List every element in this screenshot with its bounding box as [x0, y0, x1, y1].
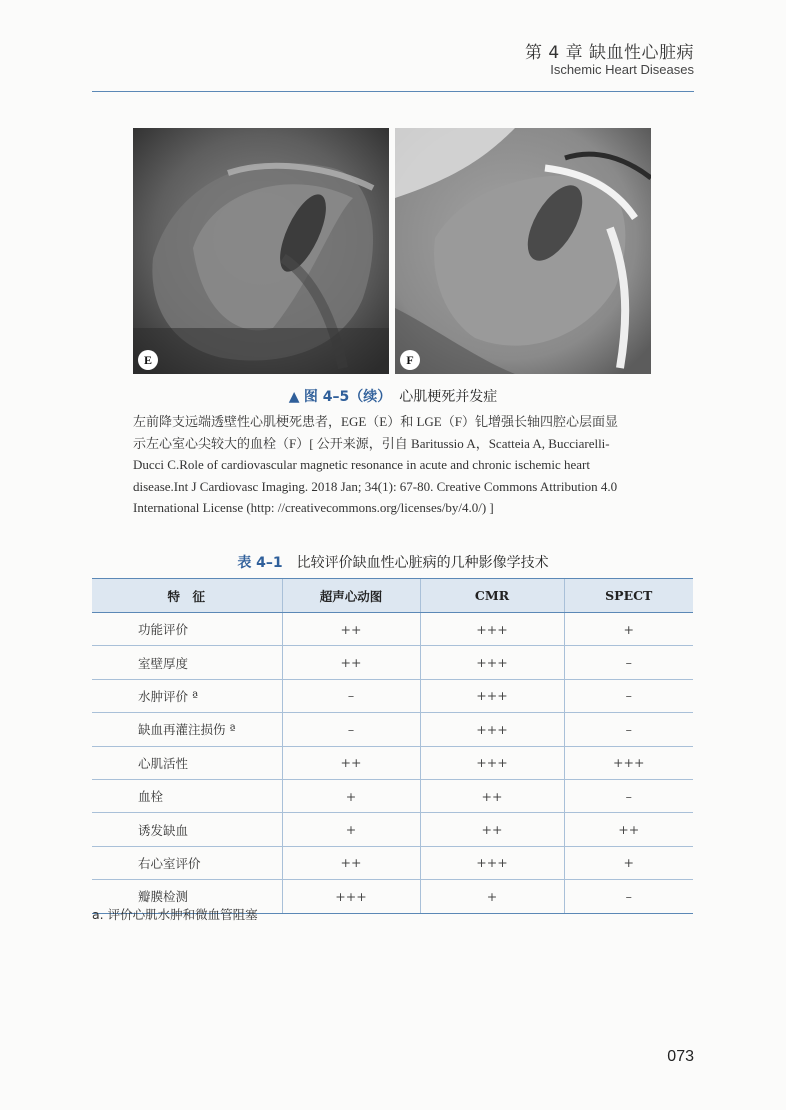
- echo-cell: –: [282, 679, 420, 712]
- figure-title: 心肌梗死并发症: [399, 389, 498, 405]
- caption-line: Ducci C.Role of cardiovascular magnetic resonance in acute and chronic ischemic heart: [133, 457, 590, 472]
- echo-cell: +: [282, 813, 420, 846]
- echo-cell: +++: [282, 880, 420, 913]
- caption-line: 示左心室心尖较大的血栓（F）[ 公开来源，引自 Baritussio A，Scatteia A, Bucciarelli-: [133, 435, 610, 451]
- cmr-cell: +++: [420, 713, 564, 746]
- feature-cell: 室壁厚度: [92, 646, 282, 679]
- cmr-cell: +++: [420, 746, 564, 779]
- table-number: 表 4–1: [237, 555, 283, 571]
- triangle-icon: ▲: [288, 389, 304, 405]
- table-row: [92, 746, 693, 779]
- spect-cell: –: [564, 646, 693, 679]
- header-cmr: CMR: [420, 579, 564, 613]
- header-rule: [92, 91, 694, 92]
- cmr-cell: +++: [420, 646, 564, 679]
- feature-cell: 瓣膜检测: [92, 880, 282, 913]
- table-row: [92, 679, 693, 712]
- header-feature: 特 征: [92, 579, 282, 613]
- header-echo: 超声心动图: [282, 579, 420, 613]
- feature-cell: 水肿评价 ª: [92, 679, 282, 712]
- cmr-cell: +++: [420, 679, 564, 712]
- cmr-cell: +++: [420, 846, 564, 879]
- cmr-cell: +: [420, 880, 564, 913]
- mri-image-e: [133, 128, 389, 374]
- feature-cell: 右心室评价: [92, 846, 282, 879]
- echo-cell: ++: [282, 613, 420, 646]
- spect-cell: ++: [564, 813, 693, 846]
- spect-cell: –: [564, 713, 693, 746]
- page-number: 073: [667, 1048, 694, 1065]
- table-title: [0, 552, 786, 572]
- spect-cell: –: [564, 679, 693, 712]
- feature-cell: 功能评价: [92, 613, 282, 646]
- table-title-text: 比较评价缺血性心脏病的几种影像学技术: [296, 555, 549, 571]
- cmr-cell: +++: [420, 613, 564, 646]
- feature-cell: 心肌活性: [92, 746, 282, 779]
- echo-cell: +: [282, 779, 420, 812]
- figure-caption-body: [133, 411, 653, 519]
- spect-cell: –: [564, 880, 693, 913]
- panel-label-f: F: [400, 350, 420, 370]
- table-row: [92, 779, 693, 812]
- chapter-title-cn: 第 4 章 缺血性心脏病: [524, 43, 694, 63]
- caption-line: 左前降支远端透壁性心肌梗死患者，EGE（E）和 LGE（F）钆增强长轴四腔心层面显: [133, 414, 618, 429]
- figure-number: 图 4–5（续）: [303, 389, 392, 405]
- table-row: [92, 713, 693, 746]
- spect-cell: +++: [564, 746, 693, 779]
- table-row: [92, 846, 693, 879]
- cmr-cell: ++: [420, 813, 564, 846]
- table-footnote: a. 评价心肌水肿和微血管阻塞: [92, 907, 258, 922]
- spect-cell: –: [564, 779, 693, 812]
- panel-label-e: E: [138, 350, 158, 370]
- echo-cell: ++: [282, 846, 420, 879]
- mri-image-f: [395, 128, 651, 374]
- feature-cell: 血栓: [92, 779, 282, 812]
- header-spect: SPECT: [564, 579, 693, 613]
- caption-line: International License (http: //creativecommons.org/licenses/by/4.0/) ]: [133, 500, 494, 515]
- table-header-row: [92, 579, 693, 613]
- caption-line: disease.Int J Cardiovasc Imaging. 2018 Jan; 34(1): 67-80. Creative Commons Attribution 4.0: [133, 478, 618, 494]
- spect-cell: +: [564, 613, 693, 646]
- table-row: [92, 613, 693, 646]
- feature-cell: 缺血再灌注损伤 ª: [92, 713, 282, 746]
- echo-cell: –: [282, 713, 420, 746]
- echo-cell: ++: [282, 746, 420, 779]
- feature-cell: 诱发缺血: [92, 813, 282, 846]
- table-row: [92, 813, 693, 846]
- echo-cell: ++: [282, 646, 420, 679]
- figure-caption-title: [0, 386, 786, 406]
- chapter-title-en: Ischemic Heart Diseases: [550, 62, 694, 77]
- cmr-cell: ++: [420, 779, 564, 812]
- spect-cell: +: [564, 846, 693, 879]
- comparison-table: [92, 578, 693, 914]
- table-row: [92, 646, 693, 679]
